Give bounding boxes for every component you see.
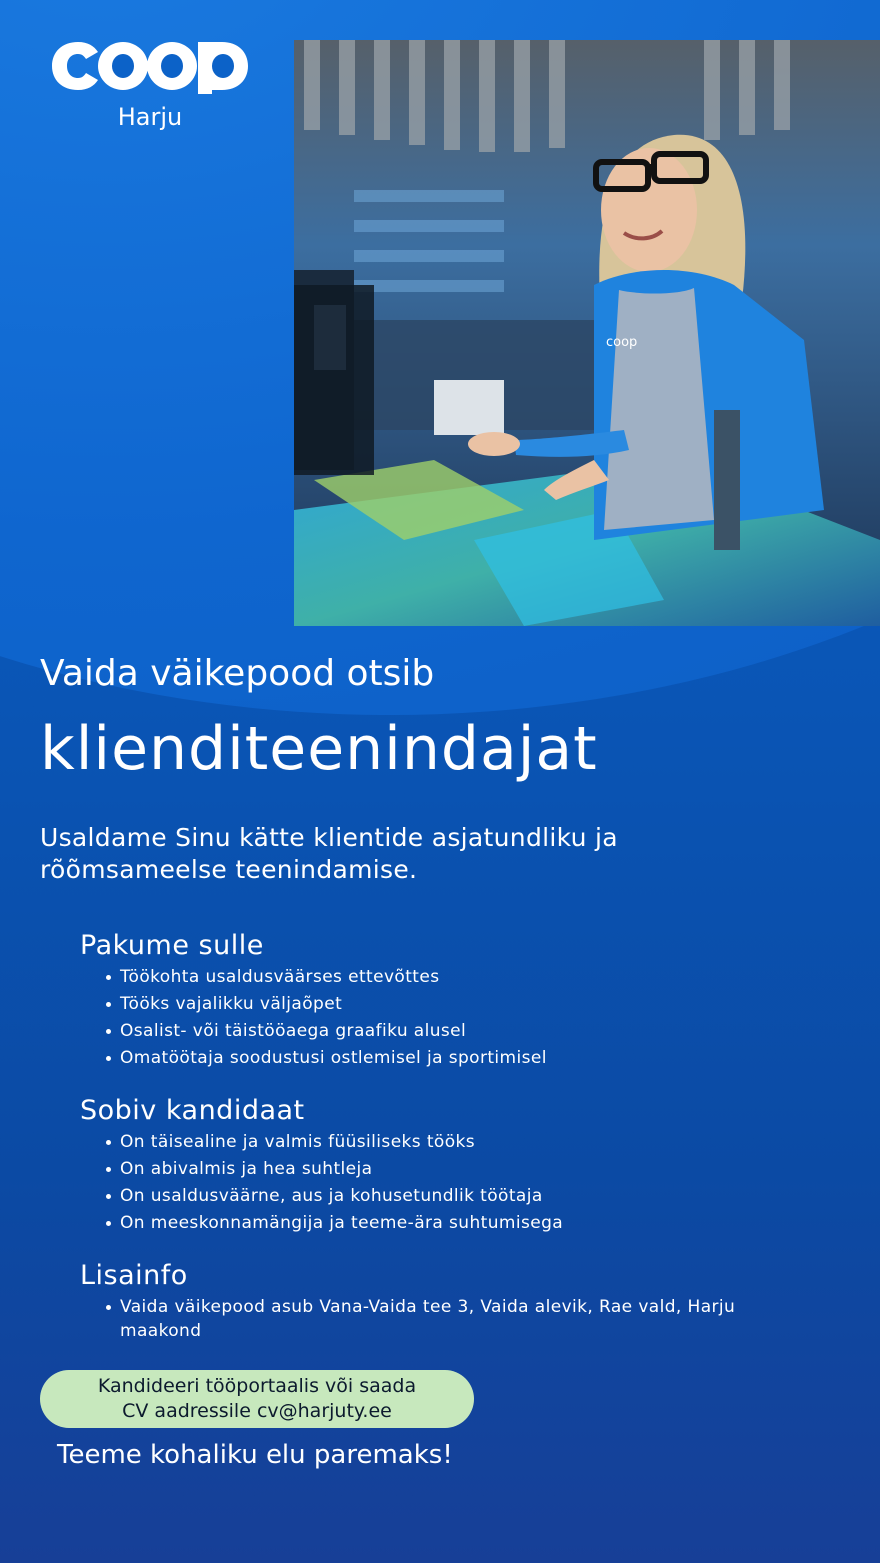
apply-button-line1: Kandideeri tööportaalis või saada xyxy=(97,1375,417,1397)
list-item: Vaida väikepood asub Vana-Vaida tee 3, Vaida alevik, Rae vald, Harju maakond xyxy=(120,1295,800,1343)
section-info-title: Lisainfo xyxy=(80,1260,188,1291)
section-candidate-list xyxy=(80,1130,800,1235)
list-item: Tööks vajalikku väljaõpet xyxy=(120,992,800,1016)
section-candidate-title: Sobiv kandidaat xyxy=(80,1095,305,1126)
list-item: Osalist- või täistööaega graafiku alusel xyxy=(120,1019,800,1043)
list-item: On abivalmis ja hea suhtleja xyxy=(120,1157,800,1181)
list-item: Omatöötaja soodustusi ostlemisel ja sportimisel xyxy=(120,1046,800,1070)
section-offer-title: Pakume sulle xyxy=(80,930,264,961)
apron-logo-text: coop xyxy=(606,335,638,350)
intro-text: Usaldame Sinu kätte klientide asjatundliku ja rõõmsameelse teenindamise. xyxy=(40,823,618,884)
list-item: On täisealine ja valmis füüsiliseks tööks xyxy=(120,1130,800,1154)
coop-logo xyxy=(52,38,248,94)
list-item: On meeskonnamängija ja teeme-ära suhtumisega xyxy=(120,1211,800,1235)
section-offer xyxy=(80,930,800,1073)
section-offer-list xyxy=(80,965,800,1070)
tagline: Teeme kohaliku elu paremaks! xyxy=(57,1440,453,1470)
list-item: On usaldusväärne, aus ja kohusetundlik töötaja xyxy=(120,1184,800,1208)
section-info-list xyxy=(80,1295,800,1343)
list-item: Töökohta usaldusväärses ettevõttes xyxy=(120,965,800,989)
apply-button[interactable] xyxy=(40,1370,474,1428)
section-info xyxy=(80,1260,800,1346)
section-candidate xyxy=(80,1095,800,1238)
headline-subtitle: Vaida väikepood otsib xyxy=(40,653,435,694)
region-label: Harju xyxy=(117,103,183,131)
headline-title: klienditeenindajat xyxy=(40,714,598,784)
cashier-photo xyxy=(294,40,880,626)
apply-button-line2: CV aadressile cv@harjuty.ee xyxy=(122,1400,392,1422)
